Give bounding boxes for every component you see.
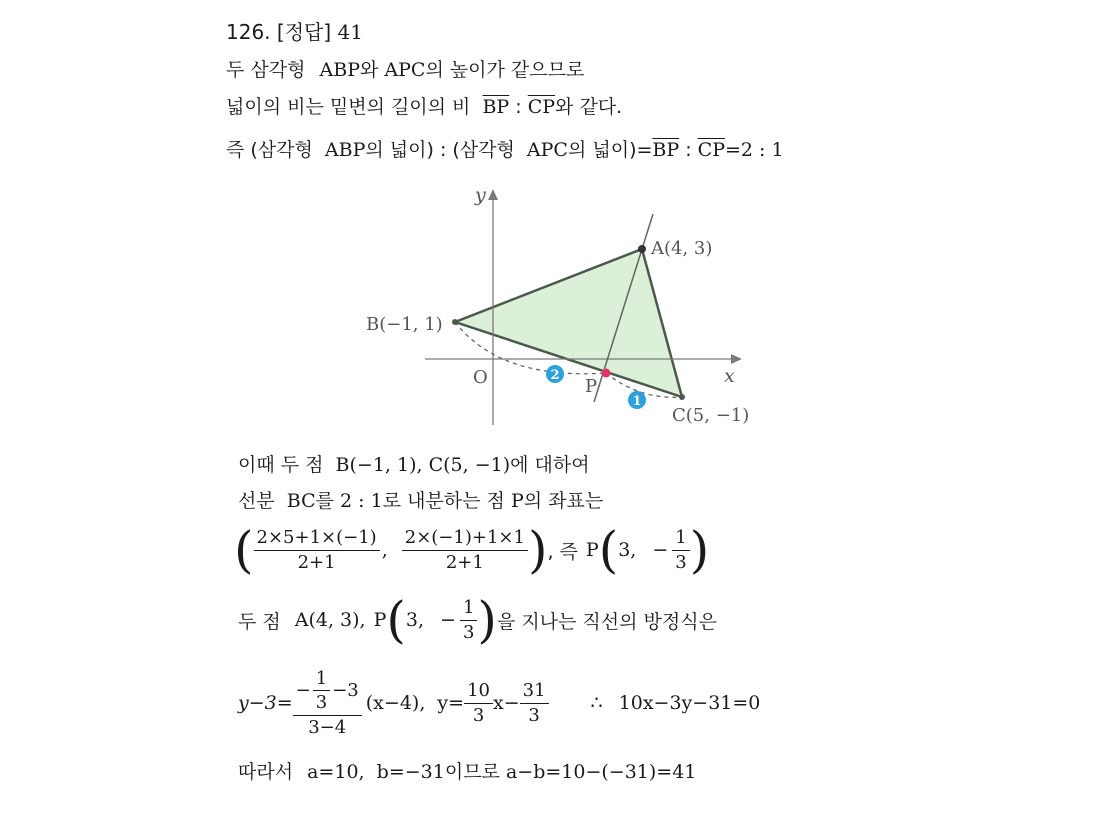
numerator: 1 (313, 668, 330, 692)
text: 선분 (238, 490, 275, 512)
text: , 즉 (547, 540, 578, 563)
fraction-one-third (672, 527, 689, 573)
point-b-label: B(−1, 1) (366, 314, 443, 335)
fraction-y (402, 527, 528, 573)
text: 로 내분하는 점 (382, 490, 505, 512)
denominator: 3 (472, 704, 485, 726)
fraction-one-third (460, 597, 477, 643)
triangle-abp: ABP (324, 139, 366, 161)
text: 를 (315, 490, 334, 512)
intro-line-2 (226, 92, 622, 119)
text: 두 삼각형 (226, 59, 306, 81)
minus-three: −3 (332, 679, 359, 701)
text: 에 대하여 (510, 454, 590, 476)
point-b (452, 319, 458, 325)
equation-middle: (x−4), y= (365, 692, 465, 714)
minus: − (440, 609, 456, 631)
triangle-abc (455, 249, 682, 397)
segment-bp: $\overline{BP}$ (652, 139, 680, 161)
numerator: 1 (460, 597, 477, 621)
equation-lhs: y−3= (238, 692, 293, 714)
text: 의 높이가 같으므로 (425, 59, 585, 81)
numerator: 2×5+1×(−1) (254, 527, 380, 551)
y-axis-arrow-icon (488, 189, 498, 200)
text: 의 넓이)= (567, 139, 653, 161)
text: 넓이의 비는 밑변의 길이의 비 (226, 96, 471, 118)
fraction-one-third (313, 668, 330, 714)
point-p: P (373, 609, 387, 631)
p-x: 3, (405, 609, 425, 631)
fraction-x (254, 527, 380, 573)
point-p: P (510, 490, 524, 512)
segment-bp: $\overline{BP}$ (482, 96, 510, 118)
point-a-label: A(4, 3) (651, 238, 713, 259)
x-axis-arrow-icon (731, 354, 742, 364)
solution-line-5 (238, 757, 696, 784)
solution-line-4 (238, 588, 717, 652)
point-p: P (585, 539, 599, 561)
close-paren: ) (477, 591, 497, 649)
triangle-abp: ABP (319, 59, 360, 81)
ratio: 2 : 1 (340, 490, 383, 512)
colon: : (515, 96, 522, 118)
final-equation: 10x−3y−31=0 (618, 692, 761, 714)
comma: , (381, 539, 388, 561)
open-paren: ( (234, 521, 254, 579)
answer-tag: [정답] (276, 20, 332, 44)
point-a (638, 245, 646, 253)
fraction-thirty-one-thirds (520, 680, 549, 726)
close-paren: ) (689, 521, 710, 579)
denominator: 2+1 (445, 551, 484, 573)
denominator: 3 (675, 551, 687, 573)
numerator: 2×(−1)+1×1 (402, 527, 528, 551)
denominator: 3 (528, 704, 540, 726)
points-b-c: B(−1, 1), C(5, −1) (335, 454, 511, 476)
final-answer: a−b=10−(−31)=41 (505, 761, 697, 783)
problem-header (226, 16, 363, 45)
equation-x: x− (493, 692, 520, 714)
denominator: 2+1 (297, 551, 336, 573)
text: 두 점 (238, 610, 281, 633)
open-paren: ( (386, 591, 406, 649)
equation-line (238, 658, 760, 748)
slope-fraction (293, 668, 362, 739)
intro-line-1 (226, 55, 584, 82)
problem-number: 126. (226, 20, 271, 44)
point-c (679, 394, 685, 400)
segment-bc: BC (286, 490, 316, 512)
close-paren: ) (527, 521, 548, 579)
numerator: 1 (672, 527, 689, 551)
intro-line-3 (226, 135, 784, 162)
point-c-label: C(5, −1) (672, 405, 750, 426)
p-x: 3, (618, 539, 637, 561)
solution-line-3 (234, 518, 709, 582)
answer-value: 41 (337, 20, 363, 44)
y-axis-label: y (475, 184, 486, 206)
solution-line-2 (238, 486, 603, 513)
colon: : (685, 139, 692, 161)
badge-1-label: 1 (632, 394, 642, 409)
triangle-apc: APC (384, 59, 426, 81)
minus: − (652, 539, 669, 561)
open-paren: ( (598, 521, 619, 579)
text: 이므로 (444, 761, 500, 783)
ratio-value: =2 : 1 (724, 139, 784, 161)
segment-cp: $\overline{CP}$ (527, 96, 556, 118)
therefore-symbol: ∴ (590, 692, 603, 714)
point-p-label: P (585, 376, 598, 397)
solution-line-1 (238, 450, 590, 477)
coordinate-figure (340, 180, 780, 435)
badge-2-label: 2 (550, 368, 560, 383)
text: 와 같다. (555, 96, 623, 118)
text: 따라서 (238, 761, 294, 783)
slope-numerator (293, 668, 362, 716)
slope-denominator: 3−4 (308, 716, 347, 738)
text: 즉 (삼각형 (226, 139, 313, 161)
point-p (602, 369, 611, 378)
denominator: 3 (462, 621, 475, 643)
segment-cp: $\overline{CP}$ (697, 139, 725, 161)
x-axis-label: x (724, 365, 735, 387)
text: 의 넓이) : (삼각형 (365, 139, 515, 161)
values-a-b: a=10, b=−31 (307, 761, 445, 783)
numerator: 10 (464, 680, 493, 704)
numerator: 31 (520, 680, 549, 704)
fraction-ten-thirds (464, 680, 493, 726)
text: 와 (359, 59, 379, 81)
minus: − (295, 679, 311, 701)
point-a: A(4, 3), (294, 609, 366, 631)
text: 을 지나는 직선의 방정식은 (496, 610, 717, 633)
origin-label: O (473, 367, 488, 388)
text: 이때 두 점 (238, 454, 324, 476)
triangle-apc: APC (526, 139, 568, 161)
denominator: 3 (315, 692, 328, 714)
text: 의 좌표는 (523, 490, 604, 512)
